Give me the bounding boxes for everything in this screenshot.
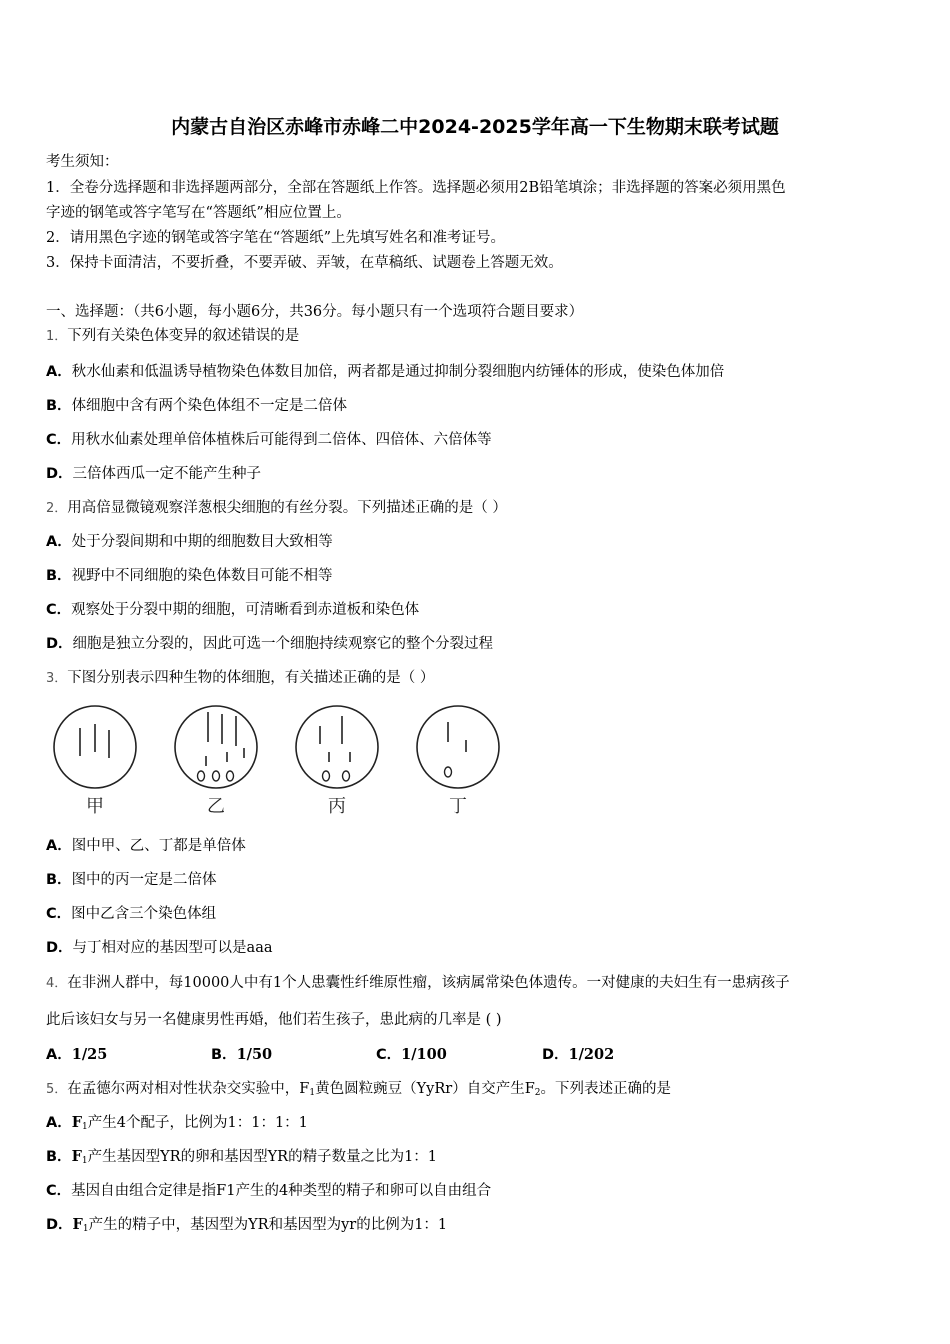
question-3-option-d [46, 938, 272, 958]
option-text: 产生的精子中，基因型为YR和基因型为yr的比例为1：1 [88, 1217, 448, 1233]
question-text: 在非洲人群中，每10000人中有1个人患囊性纤维原性瘤，该病属常染色体遗传。一对健康的夫妇生有一患病孩子 [67, 975, 790, 991]
option-text: 图中的丙一定是二倍体 [71, 872, 217, 888]
question-1-option-a [46, 362, 724, 382]
figure-label-yi: 乙 [207, 796, 225, 817]
question-5-option-b [46, 1147, 437, 1171]
option-text: 产生4个配子，比例为1：1：1：1 [87, 1115, 308, 1131]
question-number: 3． [46, 671, 68, 686]
option-label: C． [376, 1047, 402, 1063]
option-text: 基因自由组合定律是指F1产生的4种类型的精子和卵可以自由组合 [71, 1183, 492, 1199]
option-text: 观察处于分裂中期的细胞，可清晰看到赤道板和染色体 [71, 602, 420, 618]
option-text: 与丁相对应的基因型可以是aaa [72, 940, 273, 956]
option-label: D． [542, 1047, 569, 1063]
cell-yi [175, 706, 257, 817]
option-label: C． [46, 906, 72, 922]
question-text: 。下列表述正确的是 [540, 1081, 671, 1097]
option-text: 1/50 [236, 1046, 273, 1063]
option-label: B． [46, 398, 72, 414]
question-4-option-a [46, 1045, 107, 1065]
option-text: 细胞是独立分裂的，因此可选一个细胞持续观察它的整个分裂过程 [72, 636, 494, 652]
question-2-stem [46, 498, 507, 519]
option-label: B． [46, 568, 72, 584]
option-text: 1/202 [568, 1046, 615, 1063]
option-text: 秋水仙素和低温诱导植物染色体数目加倍，两者都是通过抑制分裂细胞内纺锤体的形成，使染色体加倍 [71, 364, 725, 380]
section-heading: 一、选择题：（共6小题，每小题6分，共36分。每小题只有一个选项符合题目要求） [46, 304, 584, 320]
option-label: D． [46, 636, 73, 652]
option-text: F [71, 1148, 82, 1165]
option-text: 1/100 [401, 1046, 447, 1063]
option-text: 图中乙含三个染色体组 [71, 906, 217, 922]
option-label: C． [46, 602, 72, 618]
question-text: 下列有关染色体变异的叙述错误的是 [67, 328, 300, 344]
subscript: 1 [309, 1088, 316, 1098]
option-label: A． [46, 838, 72, 854]
figure-label-bing: 丙 [328, 796, 346, 817]
notice-item-1-line-2: 字迹的钢笔或答字笔写在“答题纸”相应位置上。 [46, 205, 351, 221]
cell-jia [54, 706, 136, 817]
question-2-option-a [46, 532, 333, 552]
option-label: A． [46, 1115, 72, 1131]
question-text: 在孟德尔两对相对性状杂交实验中，F [67, 1081, 310, 1097]
question-5-option-a [46, 1113, 308, 1137]
question-2-option-c [46, 600, 419, 620]
question-4-option-b [211, 1045, 272, 1065]
subscript: 1 [82, 1224, 89, 1234]
question-4-option-c [376, 1045, 447, 1065]
question-text: 下图分别表示四种生物的体细胞，有关描述正确的是（ ） [67, 670, 435, 686]
option-text: 1/25 [71, 1046, 108, 1063]
question-5-option-c [46, 1181, 491, 1201]
cell-diagram-figure [46, 700, 516, 830]
notice-item-3: 3．保持卡面清洁，不要折叠，不要弄破、弄皱，在草稿纸、试题卷上答题无效。 [46, 255, 563, 271]
question-1-option-c [46, 430, 492, 450]
option-text: F [72, 1216, 83, 1233]
option-text: 处于分裂间期和中期的细胞数目大致相等 [71, 534, 333, 550]
notice-item-1-line-1: 1．全卷分选择题和非选择题两部分，全部在答题纸上作答。选择题必须用2B铅笔填涂；非选择题的答案必须用黑色 [46, 180, 786, 196]
question-3-option-a [46, 836, 246, 856]
option-label: C． [46, 432, 72, 448]
question-2-option-d [46, 634, 493, 654]
option-text: 视野中不同细胞的染色体数目可能不相等 [71, 568, 333, 584]
option-label: A． [46, 1047, 72, 1063]
question-3-option-c [46, 904, 216, 924]
figure-label-jia: 甲 [86, 796, 104, 817]
option-text: 用秋水仙素处理单倍体植株后可能得到二倍体、四倍体、六倍体等 [71, 432, 492, 448]
question-text: 用高倍显微镜观察洋葱根尖细胞的有丝分裂。下列描述正确的是（ ） [67, 500, 507, 516]
question-4-option-d [542, 1045, 614, 1065]
option-label: B． [46, 1149, 72, 1165]
option-text: 图中甲、乙、丁都是单倍体 [71, 838, 246, 854]
cell-ding [417, 706, 499, 817]
option-label: A． [46, 534, 72, 550]
question-number: 5． [46, 1082, 68, 1097]
option-label: A． [46, 364, 72, 380]
option-text: 产生基因型YR的卵和基因型YR的精子数量之比为1：1 [87, 1149, 438, 1165]
question-number: 2． [46, 501, 68, 516]
option-label: C． [46, 1183, 72, 1199]
option-label: D． [46, 1217, 73, 1233]
question-4-stem-line-1 [46, 973, 790, 994]
option-text: F [71, 1114, 83, 1131]
option-label: D． [46, 940, 73, 956]
option-text: 三倍体西瓜一定不能产生种子 [72, 466, 262, 482]
question-1-stem [46, 326, 299, 347]
subscript: 2 [534, 1088, 541, 1098]
notice-item-2: 2．请用黑色字迹的钢笔或答字笔在“答题纸”上先填写姓名和准考证号。 [46, 230, 506, 246]
option-text: 体细胞中含有两个染色体组不一定是二倍体 [71, 398, 348, 414]
question-3-option-b [46, 870, 217, 890]
option-label: D． [46, 466, 73, 482]
question-number: 1． [46, 329, 68, 344]
page-title: 内蒙古自治区赤峰市赤峰二中2024-2025学年高一下生物期末联考试题 [171, 116, 779, 138]
question-number: 4． [46, 976, 68, 991]
question-5-option-d [46, 1215, 447, 1239]
option-label: B． [211, 1047, 237, 1063]
question-3-stem [46, 668, 434, 689]
subscript: 1 [82, 1122, 88, 1132]
option-label: B． [46, 872, 72, 888]
question-1-option-b [46, 396, 347, 416]
question-text: 黄色圆粒豌豆（YyRr）自交产生F [315, 1081, 535, 1097]
question-1-option-d [46, 464, 261, 484]
question-5-stem [46, 1079, 671, 1103]
notice-heading: 考生须知： [46, 154, 119, 170]
question-2-option-b [46, 566, 333, 586]
figure-label-ding: 丁 [449, 796, 467, 817]
question-4-stem-line-2: 此后该妇女与另一名健康男性再婚，他们若生孩子，患此病的几率是 ( ) [46, 1012, 502, 1028]
cell-bing [296, 706, 378, 817]
subscript: 1 [81, 1156, 88, 1166]
